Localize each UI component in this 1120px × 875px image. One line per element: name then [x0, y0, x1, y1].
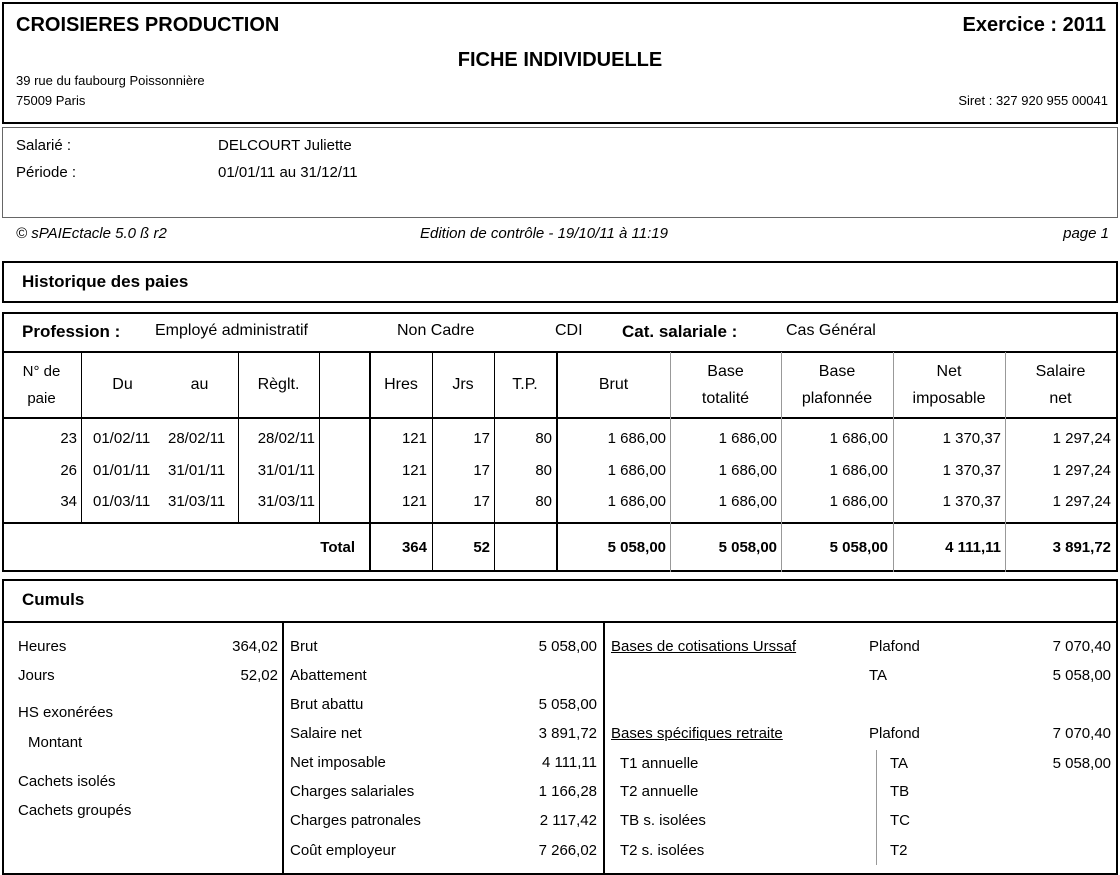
salarie-value: DELCOURT Juliette — [218, 137, 352, 154]
cumuls-title-line — [2, 621, 1118, 623]
cell-base-totalite: 1 686,00 — [718, 493, 777, 510]
cumuls-col-divider — [282, 622, 284, 875]
cumul-brut-abattu-label: Brut abattu — [290, 696, 364, 713]
cell-num: 26 — [60, 462, 77, 479]
company-name: CROISIERES PRODUCTION — [16, 14, 280, 36]
col-header-brut: Brut — [598, 376, 629, 393]
total-brut: 5 058,00 — [607, 539, 666, 556]
edition-date: Edition de contrôle - 19/10/11 à 11:19 — [420, 225, 668, 242]
cell-jrs: 17 — [473, 493, 490, 510]
cumul-cachets-isoles-label: Cachets isolés — [18, 773, 116, 790]
cell-base-totalite: 1 686,00 — [718, 430, 777, 447]
profession-value: Employé administratif — [155, 322, 308, 339]
cell-hres: 121 — [401, 493, 427, 510]
cell-tp: 80 — [535, 462, 552, 479]
cat-salariale-label: Cat. salariale : — [622, 322, 738, 341]
cell-salaire-net: 1 297,24 — [1052, 462, 1111, 479]
cell-reglt: 31/03/11 — [257, 493, 315, 510]
statut-value: Non Cadre — [397, 322, 475, 339]
col-header-au: au — [190, 376, 209, 393]
retraite-title: Bases spécifiques retraite — [611, 725, 783, 742]
cumul-montant-label: Montant — [28, 734, 83, 751]
total-jrs: 52 — [473, 539, 490, 556]
urssaf-ta-label: TA — [869, 667, 888, 684]
cell-brut: 1 686,00 — [607, 493, 666, 510]
cumul-net-imposable-label: Net imposable — [290, 754, 386, 771]
urssaf-plafond-label: Plafond — [869, 638, 920, 655]
historique-title: Historique des paies — [22, 272, 189, 291]
cell-tp: 80 — [535, 493, 552, 510]
retraite-row-value: 5 058,00 — [1052, 755, 1111, 772]
cell-tp: 80 — [535, 430, 552, 447]
cumul-jours-label: Jours — [18, 667, 55, 684]
col-header-num: N° de paie — [22, 363, 61, 407]
retraite-row-label: T2 s. isolées — [620, 842, 705, 859]
total-base-plafonnee: 5 058,00 — [829, 539, 888, 556]
retraite-row-code: TA — [890, 755, 909, 772]
cell-hres: 121 — [401, 462, 427, 479]
cumul-heures-label: Heures — [18, 638, 67, 655]
cell-base-plafonnee: 1 686,00 — [829, 430, 888, 447]
cell-reglt: 31/01/11 — [257, 462, 315, 479]
col-header-base-plafonnee: Base plafonnée — [801, 363, 873, 407]
cell-num: 23 — [60, 430, 77, 447]
siret: Siret : 327 920 955 00041 — [958, 93, 1108, 108]
retraite-sub-divider — [876, 750, 877, 865]
cumul-jours-value: 52,02 — [240, 667, 278, 684]
page-number: page 1 — [1063, 225, 1109, 242]
total-label: Total — [320, 539, 355, 556]
cell-au: 31/01/11 — [168, 462, 226, 479]
cell-net-imposable: 1 370,37 — [942, 462, 1001, 479]
address-line-2: 75009 Paris — [16, 93, 86, 108]
contrat-value: CDI — [555, 322, 583, 339]
software-version: © sPAIEctacle 5.0 ß r2 — [16, 225, 167, 242]
cell-jrs: 17 — [473, 430, 490, 447]
retraite-row-label: TB s. isolées — [620, 812, 706, 829]
cat-salariale-value: Cas Général — [786, 322, 876, 339]
cumul-salaire-net-label: Salaire net — [290, 725, 362, 742]
table-header-bottom-line — [2, 417, 1118, 419]
cell-reglt: 28/02/11 — [257, 430, 315, 447]
page-title: FICHE INDIVIDUELLE — [457, 49, 663, 71]
cell-brut: 1 686,00 — [607, 462, 666, 479]
col-header-hres: Hres — [384, 376, 418, 393]
cumul-brut-abattu-value: 5 058,00 — [538, 696, 597, 713]
cell-au: 31/03/11 — [168, 493, 226, 510]
cell-brut: 1 686,00 — [607, 430, 666, 447]
cumul-salaire-net-value: 3 891,72 — [538, 725, 597, 742]
cell-du: 01/02/11 — [93, 430, 151, 447]
cell-jrs: 17 — [473, 462, 490, 479]
periode-value: 01/01/11 au 31/12/11 — [218, 164, 358, 181]
profession-label: Profession : — [22, 322, 121, 341]
urssaf-ta-value: 5 058,00 — [1052, 667, 1111, 684]
cumul-net-imposable-value: 4 111,11 — [541, 754, 597, 771]
urssaf-plafond-value: 7 070,40 — [1052, 638, 1111, 655]
cumul-charges-patronales-label: Charges patronales — [290, 812, 421, 829]
cumul-brut-value: 5 058,00 — [538, 638, 597, 655]
retraite-plafond-value: 7 070,40 — [1052, 725, 1111, 742]
cumul-abattement-label: Abattement — [290, 667, 367, 684]
table-total-line — [2, 522, 1118, 524]
col-header-reglt: Règlt. — [257, 376, 300, 393]
retraite-plafond-label: Plafond — [869, 725, 920, 742]
col-header-du: Du — [112, 376, 133, 393]
retraite-row-code: TB — [890, 783, 910, 800]
total-base-totalite: 5 058,00 — [718, 539, 777, 556]
cell-salaire-net: 1 297,24 — [1052, 430, 1111, 447]
col-header-base-totalite: Base totalité — [701, 363, 750, 407]
urssaf-title: Bases de cotisations Urssaf — [611, 638, 797, 655]
table-header-top-line — [2, 351, 1118, 353]
col-header-jrs: Jrs — [452, 376, 474, 393]
cell-du: 01/01/11 — [93, 462, 151, 479]
cumul-cachets-groupes-label: Cachets groupés — [18, 802, 132, 819]
retraite-row-code: TC — [890, 812, 910, 829]
cell-base-totalite: 1 686,00 — [718, 462, 777, 479]
col-header-net-imposable: Net imposable — [912, 363, 986, 407]
total-net-imposable: 4 111,11 — [945, 539, 1001, 556]
cumuls-col-divider — [603, 622, 605, 875]
cell-net-imposable: 1 370,37 — [942, 493, 1001, 510]
cell-au: 28/02/11 — [168, 430, 226, 447]
cell-base-plafonnee: 1 686,00 — [829, 462, 888, 479]
cumul-hs-exonerees-label: HS exonérées — [18, 704, 114, 721]
retraite-row-code: T2 — [890, 842, 908, 859]
cell-net-imposable: 1 370,37 — [942, 430, 1001, 447]
total-hres: 364 — [401, 539, 427, 556]
cell-hres: 121 — [401, 430, 427, 447]
total-salaire-net: 3 891,72 — [1052, 539, 1111, 556]
cumul-brut-label: Brut — [290, 638, 318, 655]
col-divider — [81, 352, 82, 522]
cumul-cout-employeur-value: 7 266,02 — [538, 842, 597, 859]
retraite-row-label: T2 annuelle — [620, 783, 699, 800]
col-header-salaire-net: Salaire net — [1035, 363, 1086, 407]
address-line-1: 39 rue du faubourg Poissonnière — [16, 73, 205, 88]
cumul-heures-value: 364,02 — [232, 638, 278, 655]
salarie-label: Salarié : — [16, 137, 72, 154]
cumul-charges-salariales-value: 1 166,28 — [538, 783, 597, 800]
periode-label: Période : — [16, 164, 77, 181]
cell-salaire-net: 1 297,24 — [1052, 493, 1111, 510]
cell-du: 01/03/11 — [93, 493, 151, 510]
cumuls-title: Cumuls — [22, 590, 85, 609]
cumul-charges-salariales-label: Charges salariales — [290, 783, 415, 800]
retraite-row-label: T1 annuelle — [620, 755, 699, 772]
employee-box — [2, 127, 1118, 218]
cell-base-plafonnee: 1 686,00 — [829, 493, 888, 510]
cumul-cout-employeur-label: Coût employeur — [290, 842, 396, 859]
col-divider — [319, 352, 320, 522]
exercice: Exercice : 2011 — [962, 14, 1106, 36]
col-header-tp: T.P. — [512, 376, 538, 393]
cell-num: 34 — [60, 493, 77, 510]
cumul-charges-patronales-value: 2 117,42 — [539, 812, 597, 829]
